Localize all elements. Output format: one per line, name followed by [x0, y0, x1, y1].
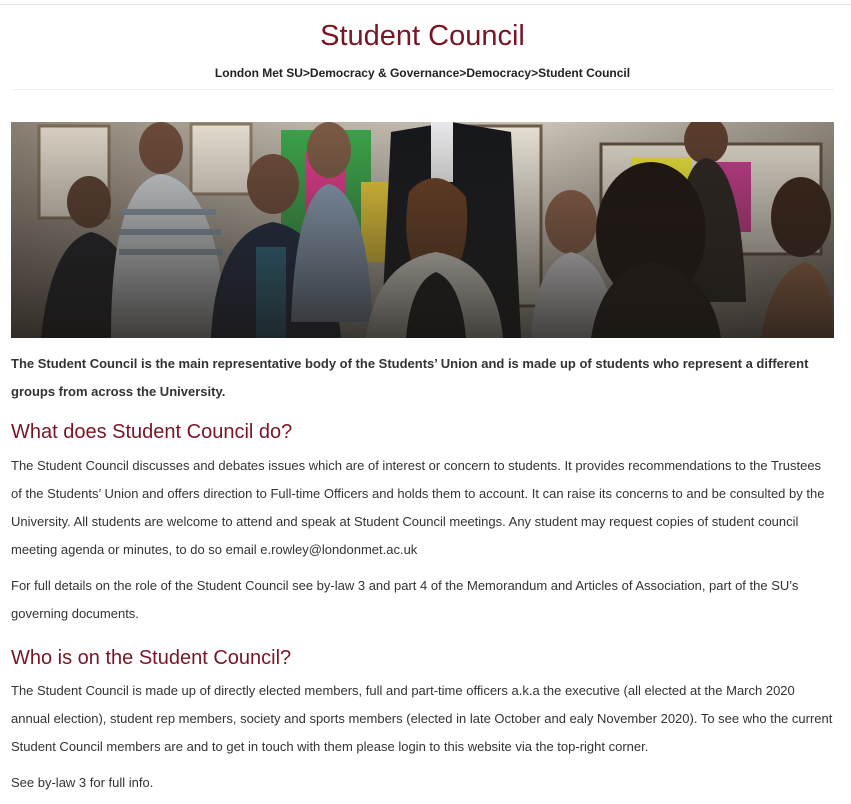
intro-text: The Student Council is the main representative body of the Students’ Union and is made up of students who represent a different groups from across the University. — [11, 356, 809, 399]
page-title: Student Council — [320, 20, 525, 52]
breadcrumb-link-democracy-governance[interactable]: Democracy & Governance — [309, 66, 460, 80]
section-who-paragraph-2: See by-law 3 for full info. — [11, 775, 154, 790]
section-who-paragraph-1: The Student Council is made up of directly elected members, full and part-time officers a.k.a the executive (all elected at the March 2020 annual election), student rep members, society and sports members (elected in late October and ealy November 2020). To see who the current Student Council members are and to get in touch with them please login to this website via the top-right corner. — [11, 683, 833, 754]
section-heading-what: What does Student Council do? — [11, 421, 293, 443]
section-what-paragraph-2: For full details on the role of the Student Council see by-law 3 and part 4 of the Memorandum and Articles of Association, part of the SU’s governing documents. — [11, 578, 799, 621]
hero-image — [11, 122, 834, 338]
breadcrumb-link-democracy[interactable]: Democracy — [466, 66, 532, 80]
breadcrumb-separator: > — [531, 66, 539, 80]
breadcrumb-link-home[interactable]: London Met SU — [214, 66, 303, 80]
top-divider — [0, 4, 851, 5]
breadcrumb-separator: > — [459, 66, 467, 80]
group-photo-icon — [11, 122, 834, 338]
breadcrumb — [0, 65, 845, 81]
section-what-paragraph-1: The Student Council discusses and debates issues which are of interest or concern to students. It provides recommendations to the Trustees of the Students’ Union and offers direction to Full-time Officers and holds them to account. It can raise its concerns to and be consulted by the University. All students are welcome to attend and speak at Student Council meetings. Any student may request copies of student council meeting agenda or minutes, to do so email e.rowley@londonmet.ac.uk — [11, 458, 825, 557]
breadcrumb-separator: > — [302, 66, 310, 80]
breadcrumb-divider — [12, 89, 834, 90]
section-heading-who: Who is on the Student Council? — [11, 647, 292, 669]
breadcrumb-current: Student Council — [538, 66, 631, 80]
